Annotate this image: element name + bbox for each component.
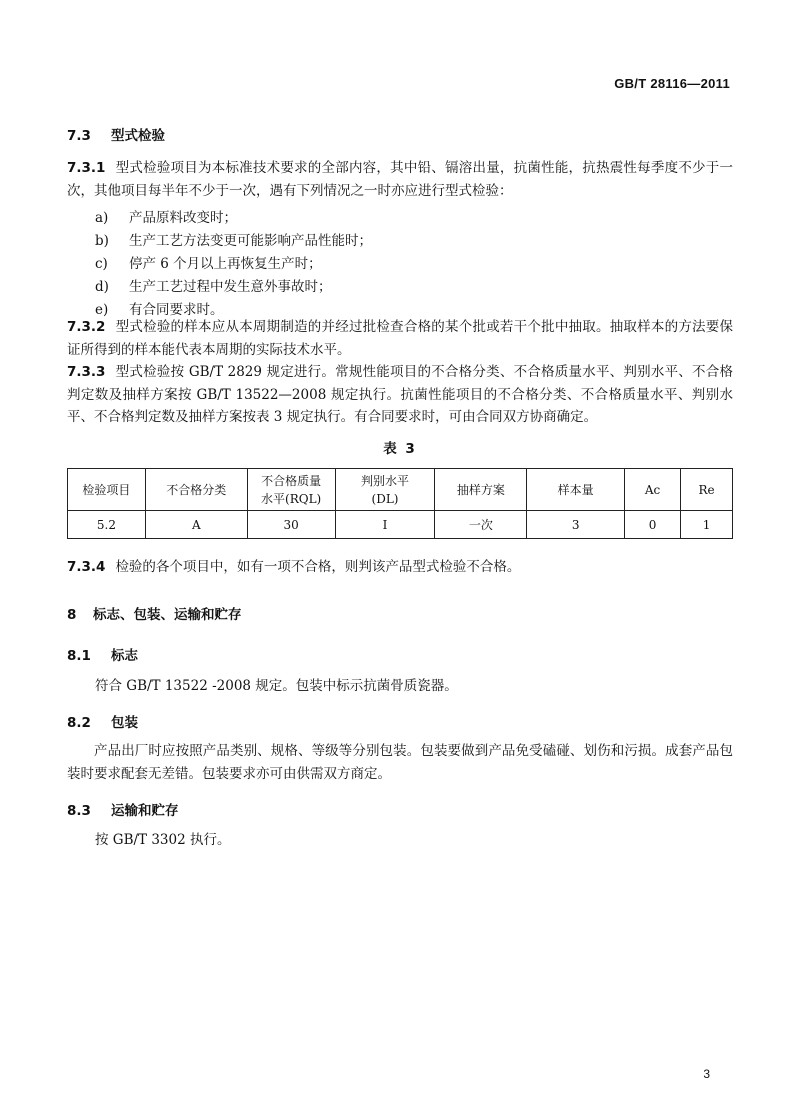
section-title: 包装: [111, 715, 138, 731]
section-title: 运输和贮存: [111, 803, 179, 819]
table-header-row: [68, 469, 733, 511]
section-8-2-heading: [67, 711, 138, 731]
list-text: 有合同要求时。: [129, 302, 224, 318]
list-item: [95, 252, 322, 272]
list-text: 停产 6 个月以上再恢复生产时；: [129, 256, 322, 272]
clause-text: 型式检验的样本应从本周期制造的并经过批检查合格的某个批或若干个批中抽取。抽取样本的方法要保证所得到的样本能代表本周期的实际技术水平。: [67, 319, 733, 358]
header-ac: Ac: [625, 469, 681, 511]
section-number: 8.1: [67, 648, 91, 664]
table-cell: 1: [681, 511, 733, 539]
clause-number: 7.3.4: [67, 559, 106, 575]
header-dl: 判别水平 (DL): [335, 469, 435, 511]
standard-number: GB/T 28116—2011: [614, 76, 730, 91]
section-title: 标志: [111, 648, 138, 664]
list-item: [95, 206, 237, 226]
table-cell: 5.2: [68, 511, 146, 539]
header-rql: 不合格质量 水平(RQL): [247, 469, 335, 511]
list-item: [95, 298, 224, 318]
clause-text: 检验的各个项目中，如有一项不合格，则判该产品型式检验不合格。: [115, 559, 521, 575]
clause-number: 7.3.2: [67, 319, 106, 335]
clause-7-3-1: [67, 157, 733, 202]
clause-text: 型式检验按 GB/T 2829 规定进行。常规性能项目的不合格分类、不合格质量水平、判别水平、不合格判定数及抽样方案按 GB/T 13522—2008 规定执行。抗菌性能项目的不合格分类、不合格质量水平、判别水平、不合格判定数及抽样方案按表 3 规定执行。有合同要求时，可由合同双方协商确定。: [67, 364, 733, 425]
clause-number: 7.3.3: [67, 364, 106, 380]
table-cell: A: [145, 511, 247, 539]
header-re: Re: [681, 469, 733, 511]
header-nonconformity-class: 不合格分类: [145, 469, 247, 511]
section-7-3-heading: [67, 124, 165, 144]
clause-7-3-4: [67, 556, 733, 579]
clause-7-3-2: [67, 316, 733, 361]
section-8-2-text: 产品出厂时应按照产品类别、规格、等级等分别包装。包装要做到产品免受磕碰、划伤和污损。成套产品包装时要求配套无差错。包装要求亦可由供需双方商定。: [67, 743, 733, 782]
list-label: d): [95, 279, 109, 295]
list-text: 生产工艺方法变更可能影响产品性能时；: [129, 233, 372, 249]
section-8-1-heading: [67, 644, 138, 664]
table-cell: I: [335, 511, 435, 539]
list-label: e): [95, 302, 109, 318]
section-8-1-text: 符合 GB/T 13522 -2008 规定。包装中标示抗菌骨质瓷器。: [95, 678, 458, 694]
table-cell: 0: [625, 511, 681, 539]
section-number: 8.3: [67, 803, 91, 819]
list-item: [95, 229, 372, 249]
list-text: 产品原料改变时；: [129, 210, 237, 226]
section-8-heading: [67, 603, 242, 623]
table-3: [67, 468, 733, 539]
list-item: [95, 275, 332, 295]
clause-7-3-3: [67, 361, 733, 429]
table-cell: 30: [247, 511, 335, 539]
list-label: c): [95, 256, 108, 272]
section-number: 8.2: [67, 715, 91, 731]
table-cell: 一次: [435, 511, 527, 539]
section-number: 7.3: [67, 128, 91, 144]
section-number: 8: [67, 607, 77, 623]
list-label: b): [95, 233, 109, 249]
section-8-3-heading: [67, 799, 179, 819]
clause-number: 7.3.1: [67, 160, 106, 176]
header-inspection-item: 检验项目: [68, 469, 146, 511]
table-cell: 3: [527, 511, 625, 539]
header-sampling-plan: 抽样方案: [435, 469, 527, 511]
list-text: 生产工艺过程中发生意外事故时；: [129, 279, 332, 295]
page-number: 3: [703, 1067, 710, 1081]
list-label: a): [95, 210, 109, 226]
table-row: [68, 511, 733, 539]
section-title: 标志、包装、运输和贮存: [93, 607, 242, 623]
header-sample-size: 样本量: [527, 469, 625, 511]
section-8-3-text: 按 GB/T 3302 执行。: [95, 832, 231, 848]
clause-text: 型式检验项目为本标准技术要求的全部内容，其中铅、镉溶出量，抗菌性能，抗热震性每季度不少于一次，其他项目每半年不少于一次，遇有下列情况之一时亦应进行型式检验：: [67, 160, 733, 199]
table-caption: 表 3: [383, 441, 417, 457]
section-title: 型式检验: [111, 128, 165, 144]
